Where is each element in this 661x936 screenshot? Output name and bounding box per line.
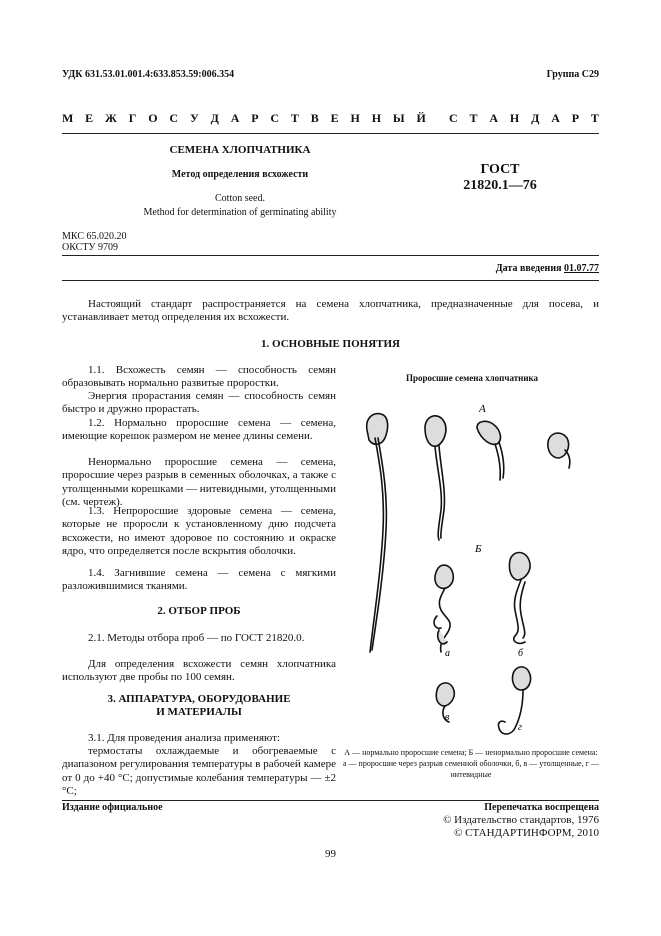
doc-title-ru: СЕМЕНА ХЛОПЧАТНИКА	[169, 144, 311, 156]
standard-letter: А	[551, 111, 560, 125]
interstate-letter: Н	[350, 111, 360, 125]
interstate-letter: Г	[128, 111, 137, 125]
normal-seedling-3	[477, 421, 504, 480]
figure-caption: А — нормально проросшие семена; Б — ненормально проросшие семена: а — проросшие через разрыв семенной оболочки, б, в — утолщенные, г — нитевидные	[342, 748, 600, 779]
s1-p6: 1.4. Загнившие семена — семена с мягкими разложившимися тканями.	[62, 567, 336, 593]
interstate-letter: М	[62, 111, 74, 125]
banner-standard	[449, 111, 599, 126]
section-3-heading	[62, 693, 336, 719]
codes-rule	[62, 255, 599, 256]
banner-interstate	[62, 111, 426, 126]
normal-seedling-4	[548, 433, 570, 468]
s1-p3: 1.2. Нормально проросшие семена — семена, имеющие корешок размером не менее длины семени.	[62, 417, 336, 443]
interstate-letter: Ж	[105, 111, 117, 125]
banner-rule	[62, 133, 599, 134]
figure-label-a: А	[479, 403, 486, 415]
section-3-heading-line1: 3. АППАРАТУРА, ОБОРУДОВАНИЕ	[107, 693, 291, 705]
s1-p4: Ненормально проросшие семена — семена, проросшие через разрыв в семенных оболочках, а также с утолщенными корешками — нитевидными, утолщенными (см. чертеж).	[62, 456, 336, 509]
doc-subtitle-en: Method for determination of germinating ability	[143, 207, 337, 218]
interstate-letter: В	[310, 111, 319, 125]
udk-code: УДК 631.53.01.001.4:633.853.59:006.354	[62, 69, 235, 80]
intro-date-value: 01.07.77	[564, 263, 599, 274]
figure-label-sv: в	[445, 712, 450, 723]
normal-seedling-2	[425, 416, 446, 540]
doc-subtitle-ru: Метод определения всхожести	[171, 169, 309, 180]
interstate-letter: А	[230, 111, 240, 125]
s2-p2: Для определения всхожести семян хлопчатника используют две пробы по 100 семян.	[62, 658, 336, 684]
intro-date	[496, 263, 599, 274]
doc-title-en: Cotton seed.	[215, 193, 265, 204]
s3-p2: термостаты охлаждаемые и обогреваемые с диапазоном регулирования температуры в рабочей камере от 0 до +40 °С; допустимые колебания температуры — ±2 °С;	[62, 745, 336, 798]
figure-title: Проросшие семена хлопчатника	[405, 373, 539, 383]
figure-label-sg: г	[518, 722, 522, 733]
interstate-letter: Е	[330, 111, 339, 125]
standard-letter: А	[489, 111, 499, 125]
s1-p1: 1.1. Всхожесть семян — способность семян образовывать нормально развитые проростки.	[62, 364, 336, 390]
section-1-heading: 1. ОСНОВНЫЕ ПОНЯТИЯ	[261, 338, 400, 350]
official-edition: Издание официальное	[62, 802, 163, 813]
page-number: 99	[325, 848, 336, 860]
figure-label-b: Б	[475, 543, 482, 555]
gost-number: 21820.1—76	[463, 178, 537, 193]
normal-seedling-1	[367, 414, 388, 652]
footer-rule	[62, 800, 599, 801]
standard-letter: Н	[509, 111, 520, 125]
figure-label-sb: б	[518, 648, 524, 659]
interstate-letter: С	[270, 111, 280, 125]
section-3-heading-line2: И МАТЕРИАЛЫ	[156, 706, 242, 718]
intro-date-rule	[62, 280, 599, 281]
intro-paragraph: Настоящий стандарт распространяется на семена хлопчатника, предназначенные для посева, и устанавливает метод определения их всхожести.	[62, 298, 599, 324]
standard-letter: Р	[571, 111, 580, 125]
abnormal-seedling-a	[434, 565, 453, 652]
group-code: Группа С29	[546, 69, 599, 80]
okstu-code: ОКСТУ 9709	[62, 242, 119, 253]
intro-date-label: Дата введения	[495, 263, 562, 274]
interstate-letter: Н	[371, 111, 382, 125]
sprouted-seeds-drawing	[345, 390, 599, 740]
interstate-letter: Т	[290, 111, 299, 125]
interstate-letter: Й	[416, 111, 426, 125]
interstate-letter: У	[189, 111, 199, 125]
interstate-letter: Е	[85, 111, 94, 125]
mks-code: МКС 65.020.20	[62, 231, 127, 242]
s2-p1: 2.1. Методы отбора проб — по ГОСТ 21820.0.	[88, 632, 305, 644]
abnormal-seedling-g	[498, 667, 530, 734]
copyright-1: © Издательство стандартов, 1976	[443, 814, 599, 826]
interstate-letter: О	[148, 111, 158, 125]
standard-letter: Т	[590, 111, 599, 125]
interstate-standard-banner	[62, 111, 599, 126]
copyright-2: © СТАНДАРТИНФОРМ, 2010	[454, 827, 599, 839]
interstate-letter: С	[169, 111, 179, 125]
interstate-letter: Ы	[392, 111, 405, 125]
gost-label: ГОСТ	[480, 162, 520, 177]
s1-p5: 1.3. Непроросшие здоровые семена — семена, которые не проросли к установленному дню подсчета всхожести, но имеют здоровое по состоянию и окраске ядро, что определяется после вскрытия оболочки.	[62, 505, 336, 558]
interstate-letter: Р	[251, 111, 259, 125]
standard-letter: Т	[469, 111, 478, 125]
standard-letter: С	[449, 111, 458, 125]
interstate-letter: Д	[210, 111, 219, 125]
s1-p2: Энергия прорастания семян — способность семян быстро и дружно прорастать.	[62, 390, 336, 416]
reprint-notice: Перепечатка воспрещена	[484, 802, 599, 813]
abnormal-seedling-b	[509, 553, 530, 644]
section-2-heading: 2. ОТБОР ПРОБ	[157, 605, 241, 617]
standard-letter: Д	[531, 111, 540, 125]
figure-label-sa: а	[445, 648, 450, 659]
s3-p1: 3.1. Для проведения анализа применяют:	[88, 732, 280, 744]
